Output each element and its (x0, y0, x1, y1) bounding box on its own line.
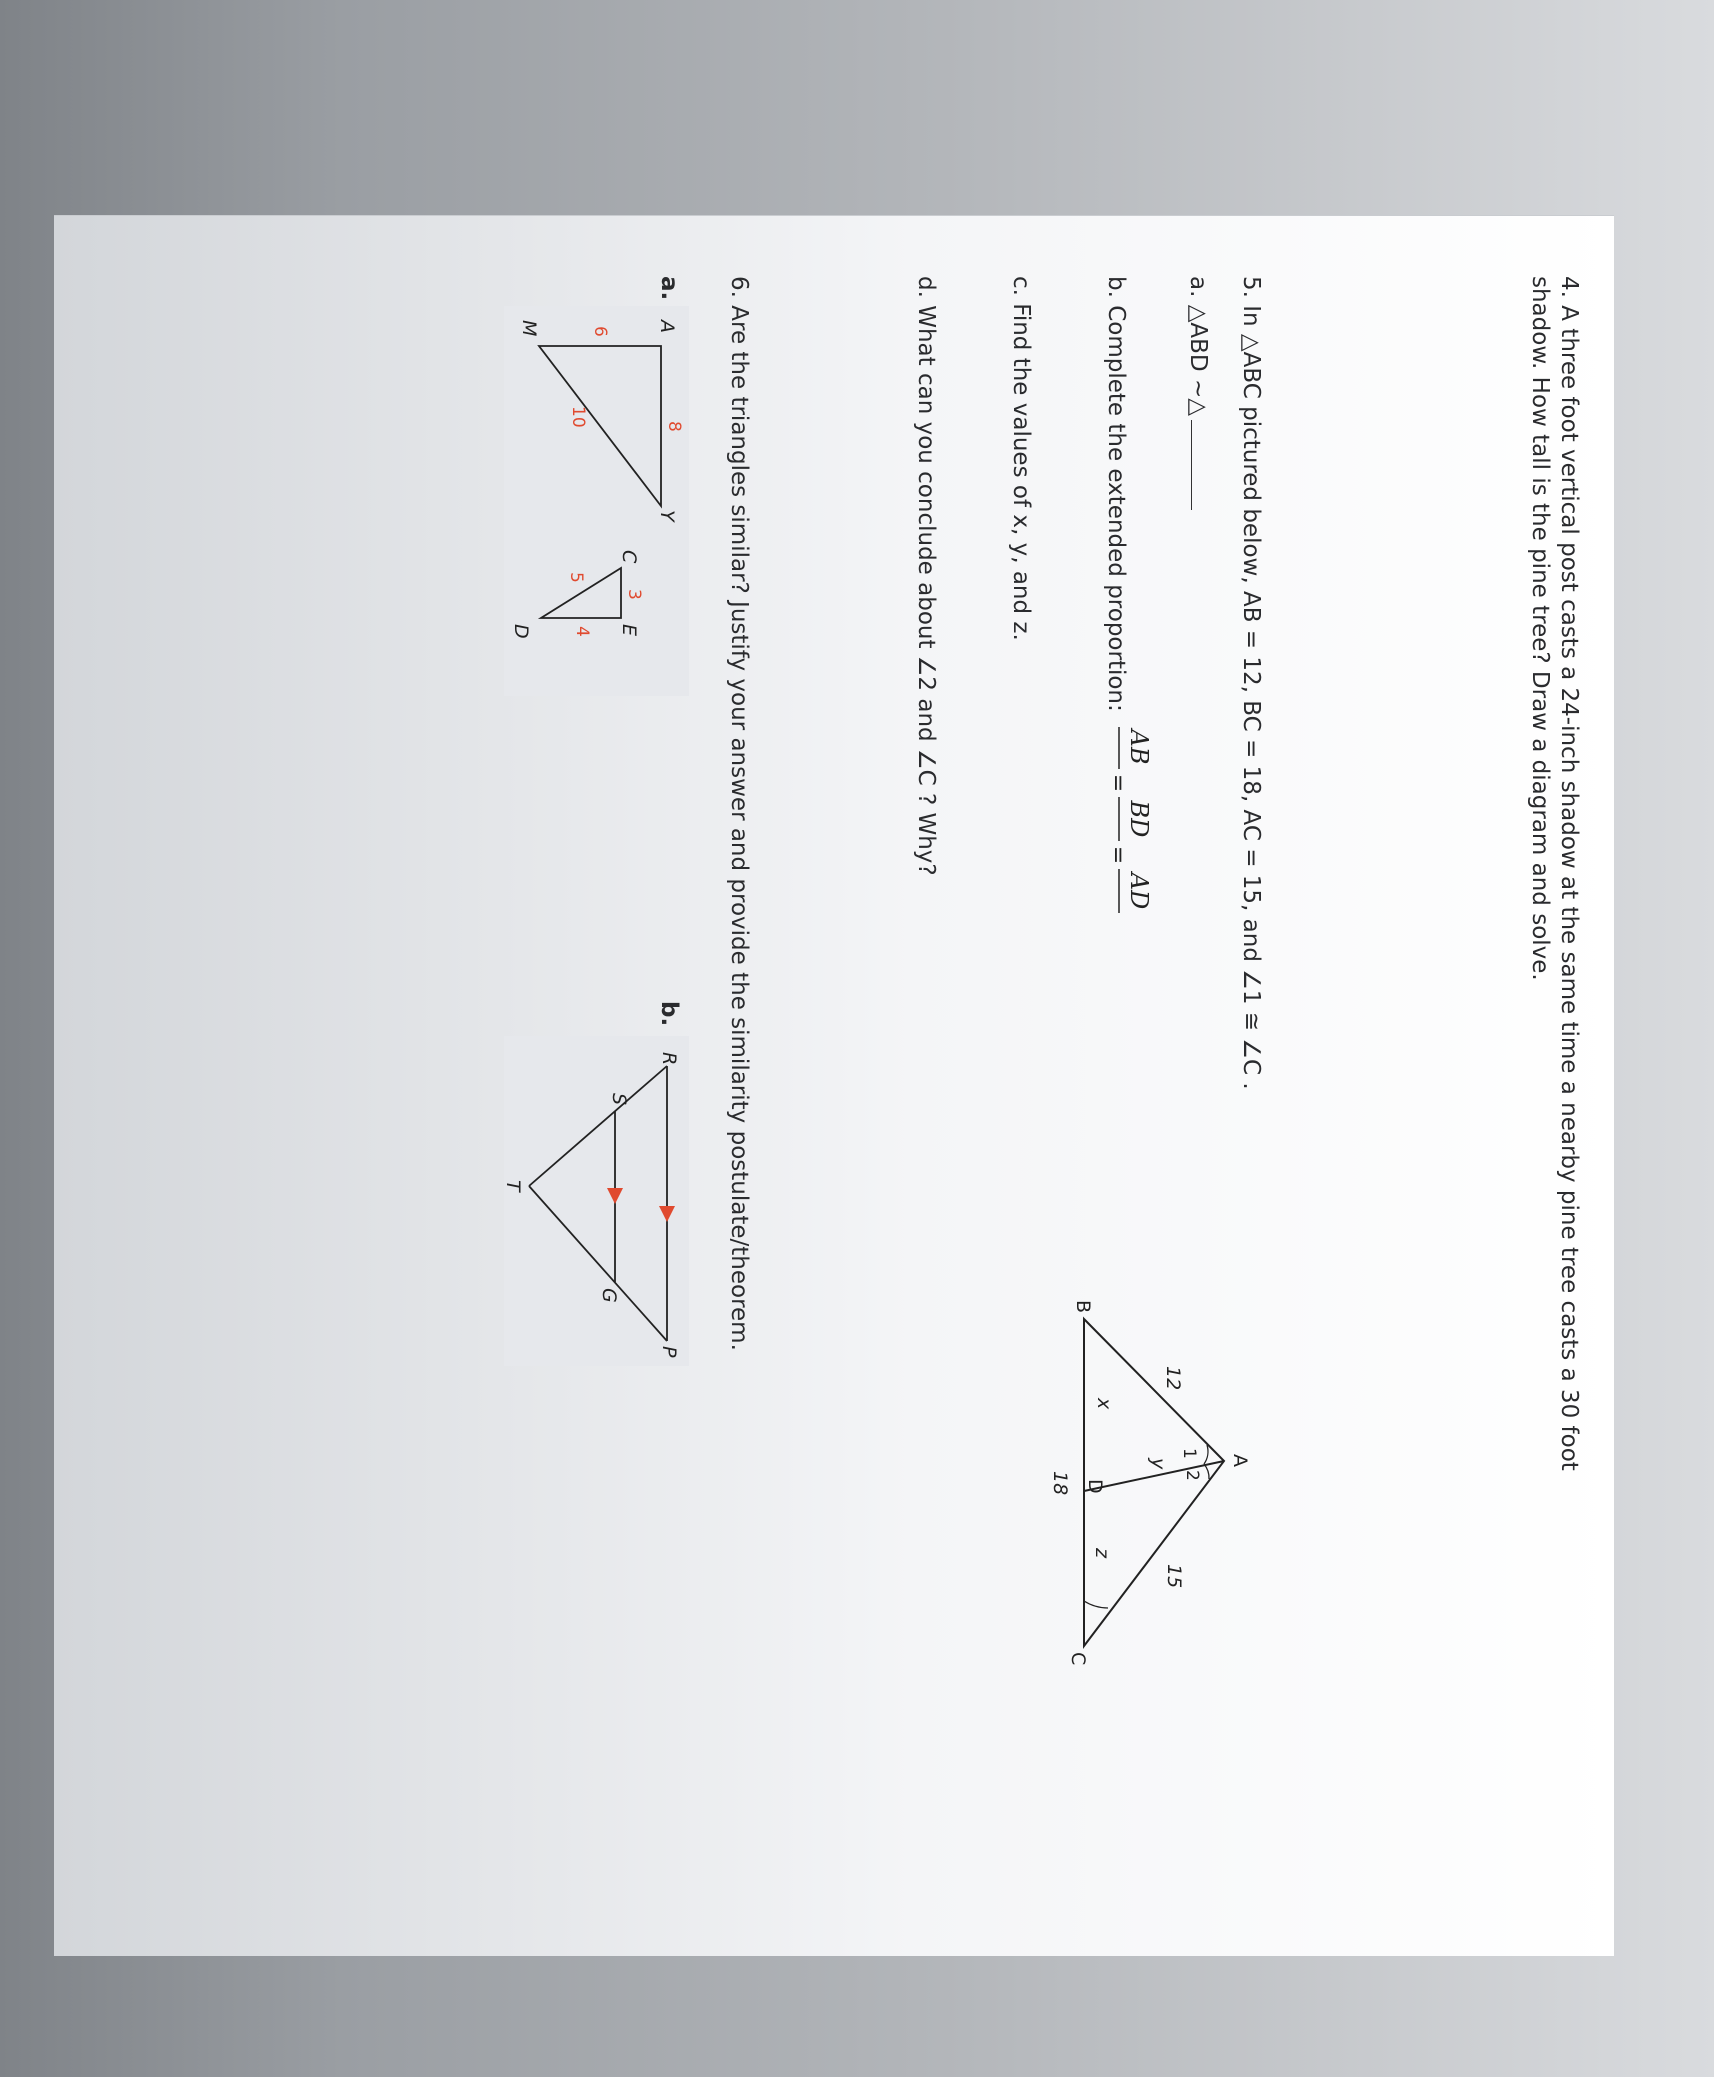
proportion-numerator-2: BD (1125, 800, 1153, 838)
q6a-side-3: 3 (624, 589, 644, 600)
q6a-vertex-c: C (618, 550, 640, 564)
q4-line-2: shadow. How tall is the pine tree? Draw a diagram and solve. (1527, 276, 1553, 981)
proportion-equals-2: = (1105, 845, 1130, 865)
q6a-side-5: 5 (566, 572, 586, 583)
worksheet-page (54, 215, 1614, 1956)
vertex-c-label: C (1067, 1652, 1089, 1666)
q6b-vertex-t: T (502, 1180, 524, 1192)
q6-part-b-label: b. (656, 1001, 682, 1027)
q5-triangle-figure (1049, 1286, 1264, 1666)
q6b-vertex-p: P (658, 1346, 680, 1358)
q6-part-a-label: a. (656, 276, 682, 301)
q6b-vertex-g: G (598, 1288, 620, 1303)
q6a-vertex-d: D (510, 624, 532, 639)
vertex-b-label: B (1072, 1300, 1094, 1314)
angle-2-label: 2 (1182, 1470, 1202, 1481)
proportion-numerator-3: AD (1125, 872, 1153, 910)
q6a-triangles-figure (504, 306, 689, 696)
q5-part-a-text: a. △ABD ~△ (1185, 276, 1211, 416)
proportion-equals-1: = (1105, 773, 1130, 793)
q5-stem: 5. In △ABC pictured below, AB = 12, BC = 18, AC = 15, and ∠1 ≅ ∠C . (1238, 276, 1264, 1090)
side-ac-length: 15 (1163, 1564, 1185, 1589)
vertex-a-label: A (1229, 1454, 1251, 1467)
segment-y-label: y (1147, 1458, 1169, 1470)
q6a-vertex-e: E (618, 624, 640, 637)
q6a-side-4: 4 (572, 626, 592, 637)
angle-1-label: 1 (1179, 1448, 1199, 1459)
q6a-side-6: 6 (590, 326, 610, 337)
segment-z-label: z (1091, 1548, 1113, 1558)
side-ab-length: 12 (1162, 1366, 1184, 1391)
q6a-vertex-y: Y (656, 510, 678, 522)
q6a-vertex-m: M (518, 320, 540, 337)
q6b-vertex-r: R (658, 1052, 680, 1066)
q6a-side-10: 10 (568, 406, 588, 428)
q6-stem: 6. Are the triangles similar? Justify your answer and provide the similarity postulate/theorem. (726, 276, 752, 1351)
q5-part-c: c. Find the values of x, y, and z. (1008, 276, 1034, 641)
answer-blank (1191, 420, 1192, 510)
q6b-vertex-s: S (608, 1093, 630, 1106)
q5-part-b: b. Complete the extended proportion: (1103, 276, 1129, 712)
q4-line-1: 4. A three foot vertical post casts a 24-inch shadow at the same time a nearby pine tree casts a 30 foot (1556, 276, 1582, 1471)
q6a-vertex-a: A (656, 320, 678, 333)
q5-part-d: d. What can you conclude about ∠2 and ∠C ? Why? (913, 276, 939, 876)
side-bc-length: 18 (1049, 1471, 1071, 1496)
q5-part-a (1185, 276, 1211, 510)
extended-proportion (1079, 721, 1159, 961)
q6b-triangles-figure (504, 1036, 689, 1366)
vertex-d-label: D (1084, 1479, 1106, 1494)
segment-x-label: x (1093, 1398, 1115, 1410)
q6a-side-8: 8 (664, 421, 684, 432)
proportion-numerator-1: AB (1125, 729, 1153, 765)
